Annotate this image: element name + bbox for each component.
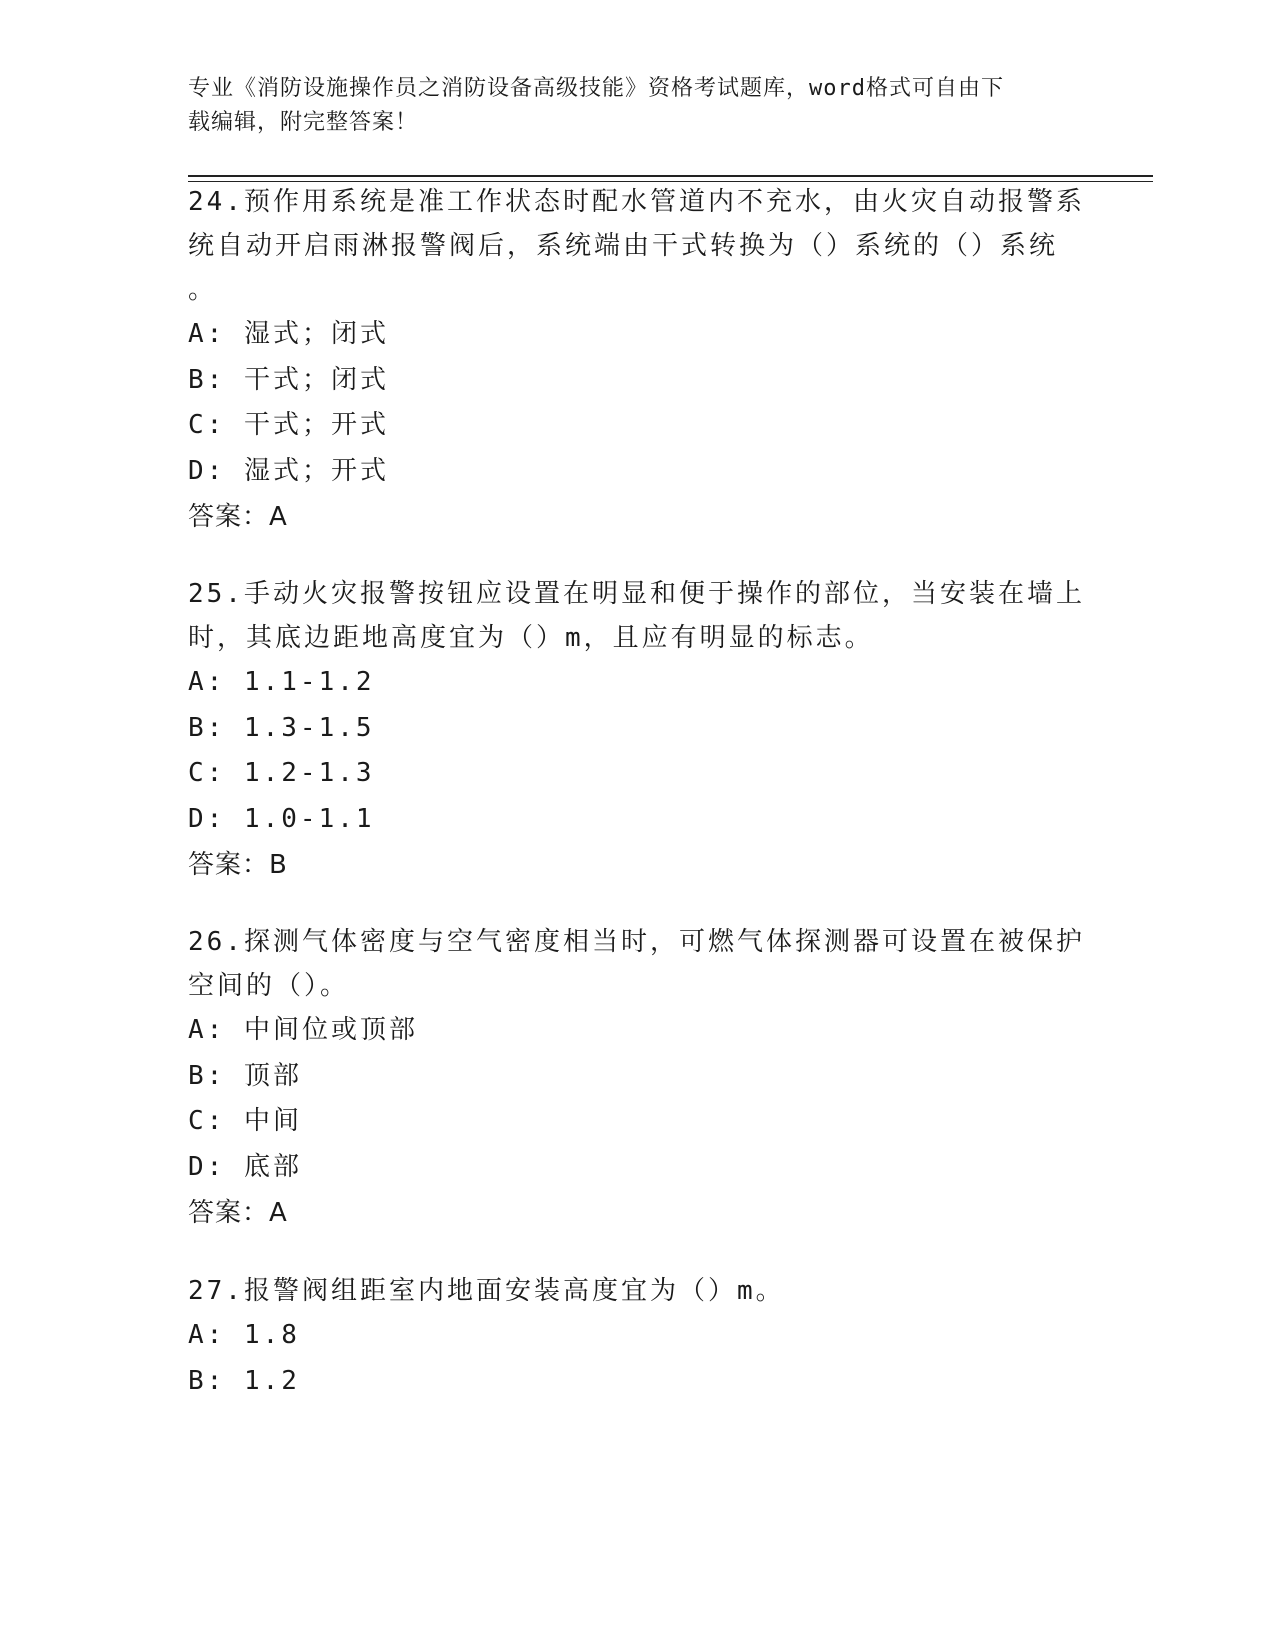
option-c: C: 干式；开式 <box>188 410 389 440</box>
document-header <box>188 72 1068 140</box>
option-c: C: 1.2-1.3 <box>188 758 375 788</box>
answer-line: 答案：A <box>188 502 288 532</box>
question-24 <box>188 180 1088 540</box>
question-stem-line: 24.预作用系统是准工作状态时配水管道内不充水，由火灾自动报警系 <box>188 187 1085 217</box>
question-stem-line: 。 <box>188 275 218 305</box>
option-b: B: 干式；闭式 <box>188 364 389 395</box>
option-a: A: 湿式；闭式 <box>188 319 389 349</box>
header-line-2: 载编辑，附完整答案！ <box>188 110 419 135</box>
option-d: D: 底部 <box>188 1151 302 1182</box>
question-26 <box>188 920 1088 1236</box>
question-stem-line: 时，其底边距地高度宜为（）m，且应有明显的标志。 <box>188 623 874 653</box>
answer-line: 答案：A <box>188 1198 288 1228</box>
question-stem-line: 空间的（）。 <box>188 971 350 1001</box>
option-d: D: 湿式；开式 <box>188 455 389 486</box>
option-a: A: 中间位或顶部 <box>188 1015 418 1045</box>
option-c: C: 中间 <box>188 1106 302 1136</box>
option-b: B: 1.2 <box>188 1365 300 1396</box>
question-stem-line: 统自动开启雨淋报警阀后，系统端由干式转换为（）系统的（）系统 <box>188 231 1059 261</box>
option-b: B: 顶部 <box>188 1060 302 1091</box>
answer-line: 答案：B <box>188 850 288 880</box>
option-b: B: 1.3-1.5 <box>188 712 375 743</box>
question-stem-line: 27.报警阀组距室内地面安装高度宜为（）m。 <box>188 1276 785 1306</box>
question-25 <box>188 572 1088 888</box>
option-a: A: 1.8 <box>188 1320 300 1350</box>
option-a: A: 1.1-1.2 <box>188 667 375 697</box>
header-line-1: 专业《消防设施操作员之消防设备高级技能》资格考试题库，word格式可自由下 <box>188 76 1004 101</box>
header-divider-thick <box>188 175 1153 177</box>
question-stem-line: 25.手动火灾报警按钮应设置在明显和便于操作的部位，当安装在墙上 <box>188 579 1085 609</box>
question-27 <box>188 1269 1088 1404</box>
question-stem-line: 26.探测气体密度与空气密度相当时，可燃气体探测器可设置在被保护 <box>188 927 1085 957</box>
option-d: D: 1.0-1.1 <box>188 803 375 834</box>
